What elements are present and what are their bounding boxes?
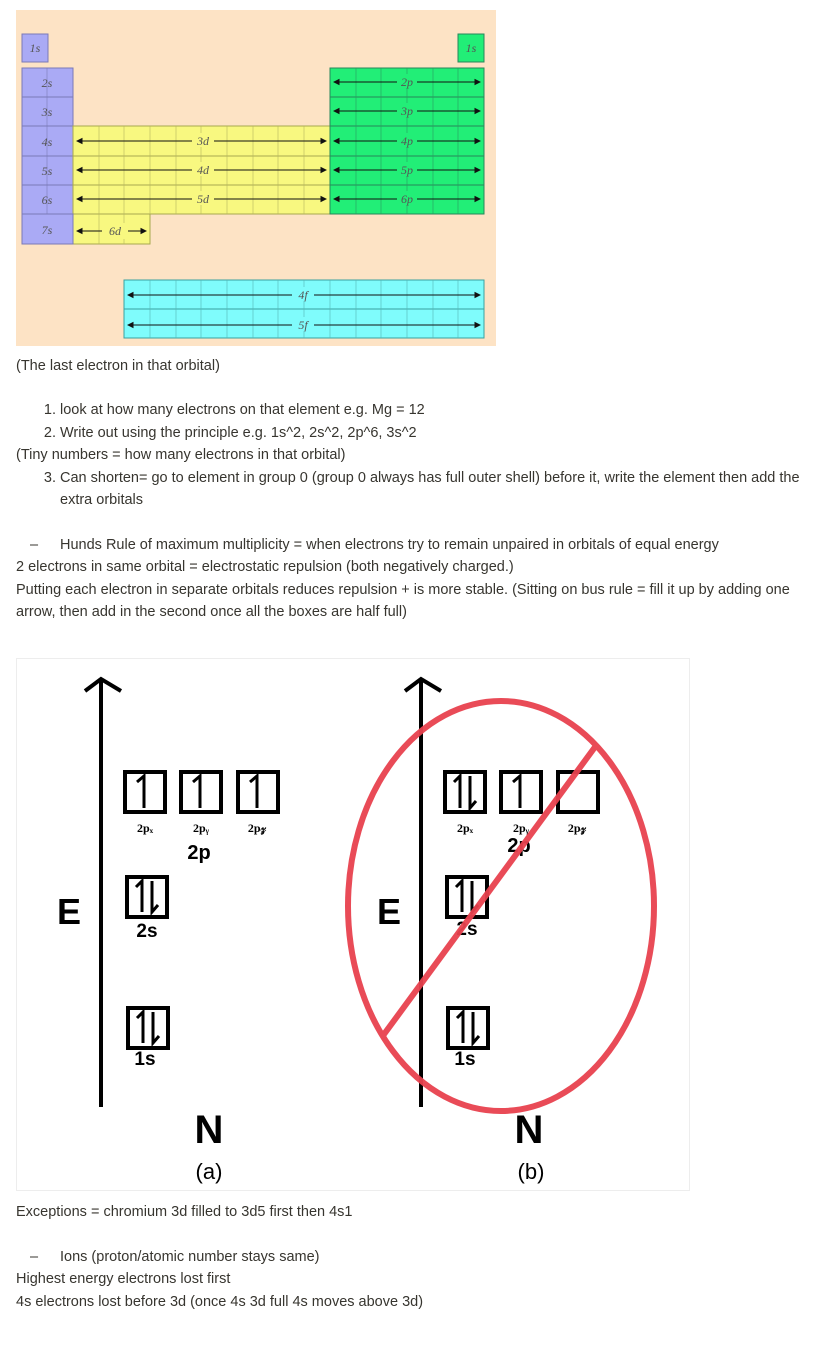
orbital-label-5s: 5s — [41, 164, 53, 178]
list-text: Write out using the principle e.g. 1s^2, 2s^2, 2p^6, 3s^2 — [60, 425, 417, 441]
orbital-label-2s: 2s — [41, 76, 53, 90]
panel-label-a: (a) — [195, 1159, 223, 1184]
subshell-label-2s: 2s — [136, 921, 158, 942]
orbital-label-3d: 3d — [197, 134, 209, 148]
subshell-label-2s: 2s — [456, 919, 478, 940]
exceptions-text: Exceptions = chromium 3d filled to 3d5 first then 4s1 — [16, 1204, 353, 1220]
separate-orbitals-text: Putting each electron in separate orbitals reduces repulsion + is more stable. (Sitting on bus rule = fill it up by adding one arrow, then add in the second once all the boxes are half full) — [16, 582, 790, 620]
panel-label-b: (b) — [517, 1159, 545, 1184]
orbital-label-4f: 4f — [298, 288, 308, 302]
repulsion-text: 2 electrons in same orbital = electrostatic repulsion (both negatively charged.) — [16, 559, 514, 575]
element-label: N — [194, 1108, 224, 1152]
bullet-item — [16, 1246, 816, 1268]
orbital-label-4d: 4d — [197, 163, 209, 177]
list-number: 1. — [43, 402, 56, 418]
orbital-label-2pz: 2p𝓏 — [247, 821, 267, 835]
orbital-label-3s: 3s — [41, 105, 53, 119]
energy-axis-label: E — [376, 891, 402, 932]
orbital-label-6d: 6d — [109, 224, 121, 238]
list-text: look at how many electrons on that element e.g. Mg = 12 — [60, 402, 425, 418]
orbital-label-4p: 4p — [401, 134, 413, 148]
tiny-numbers-note: (Tiny numbers = how many electrons in that orbital) — [16, 447, 346, 463]
orbital-label-6p: 6p — [401, 192, 413, 206]
list-item — [16, 467, 816, 511]
element-label: N — [514, 1108, 544, 1152]
orbital-label-5f: 5f — [298, 318, 308, 332]
list-number: 2. — [43, 425, 56, 441]
last-electron-note: (The last electron in that orbital) — [16, 358, 220, 374]
orbital-label-2py: 2pᵧ — [192, 821, 210, 835]
subshell-label-2p: 2p — [507, 835, 531, 857]
4s-lost-text: 4s electrons lost before 3d (once 4s 3d full 4s moves above 3d) — [16, 1294, 424, 1310]
orbital-label-2px: 2pₓ — [136, 821, 154, 835]
subshell-label-1s: 1s — [454, 1049, 476, 1070]
orbital-label-2py: 2pᵧ — [512, 821, 530, 835]
orbital-label-4s: 4s — [41, 135, 53, 149]
orbital-label-2px: 2pₓ — [456, 821, 474, 835]
orbital-label-1s-left: 1s — [29, 41, 41, 55]
subshell-label-1s: 1s — [134, 1049, 156, 1070]
orbital-label-2p: 2p — [401, 75, 413, 89]
periodic-block-figure — [16, 10, 496, 346]
list-text: Can shorten= go to element in group 0 (group 0 always has full outer shell) before it, write the element then add the extra orbitals — [60, 470, 800, 508]
list-item — [16, 399, 816, 421]
orbital-diagram-figure — [16, 658, 690, 1191]
list-number: 3. — [43, 470, 56, 486]
ions-text: Ions (proton/atomic number stays same) — [60, 1249, 320, 1265]
orbital-label-5d: 5d — [197, 192, 209, 206]
energy-axis-label: E — [56, 891, 82, 932]
orbital-label-7s: 7s — [41, 223, 53, 237]
hunds-rule-text: Hunds Rule of maximum multiplicity = when electrons try to remain unpaired in orbitals of equal energy — [60, 537, 719, 553]
panel-b — [348, 679, 654, 1184]
orbital-label-5p: 5p — [401, 163, 413, 177]
orbital-label-2pz: 2p𝓏 — [567, 821, 587, 835]
list-item — [16, 422, 816, 444]
dash-bullet: – — [30, 537, 39, 553]
highest-energy-text: Highest energy electrons lost first — [16, 1271, 231, 1287]
orbital-label-1s-right: 1s — [465, 41, 477, 55]
dash-bullet: – — [30, 1249, 39, 1265]
subshell-label-2p: 2p — [187, 842, 211, 864]
panel-a — [57, 679, 278, 1184]
orbital-label-3p: 3p — [401, 104, 413, 118]
bullet-item — [16, 534, 816, 556]
orbital-label-6s: 6s — [41, 193, 53, 207]
